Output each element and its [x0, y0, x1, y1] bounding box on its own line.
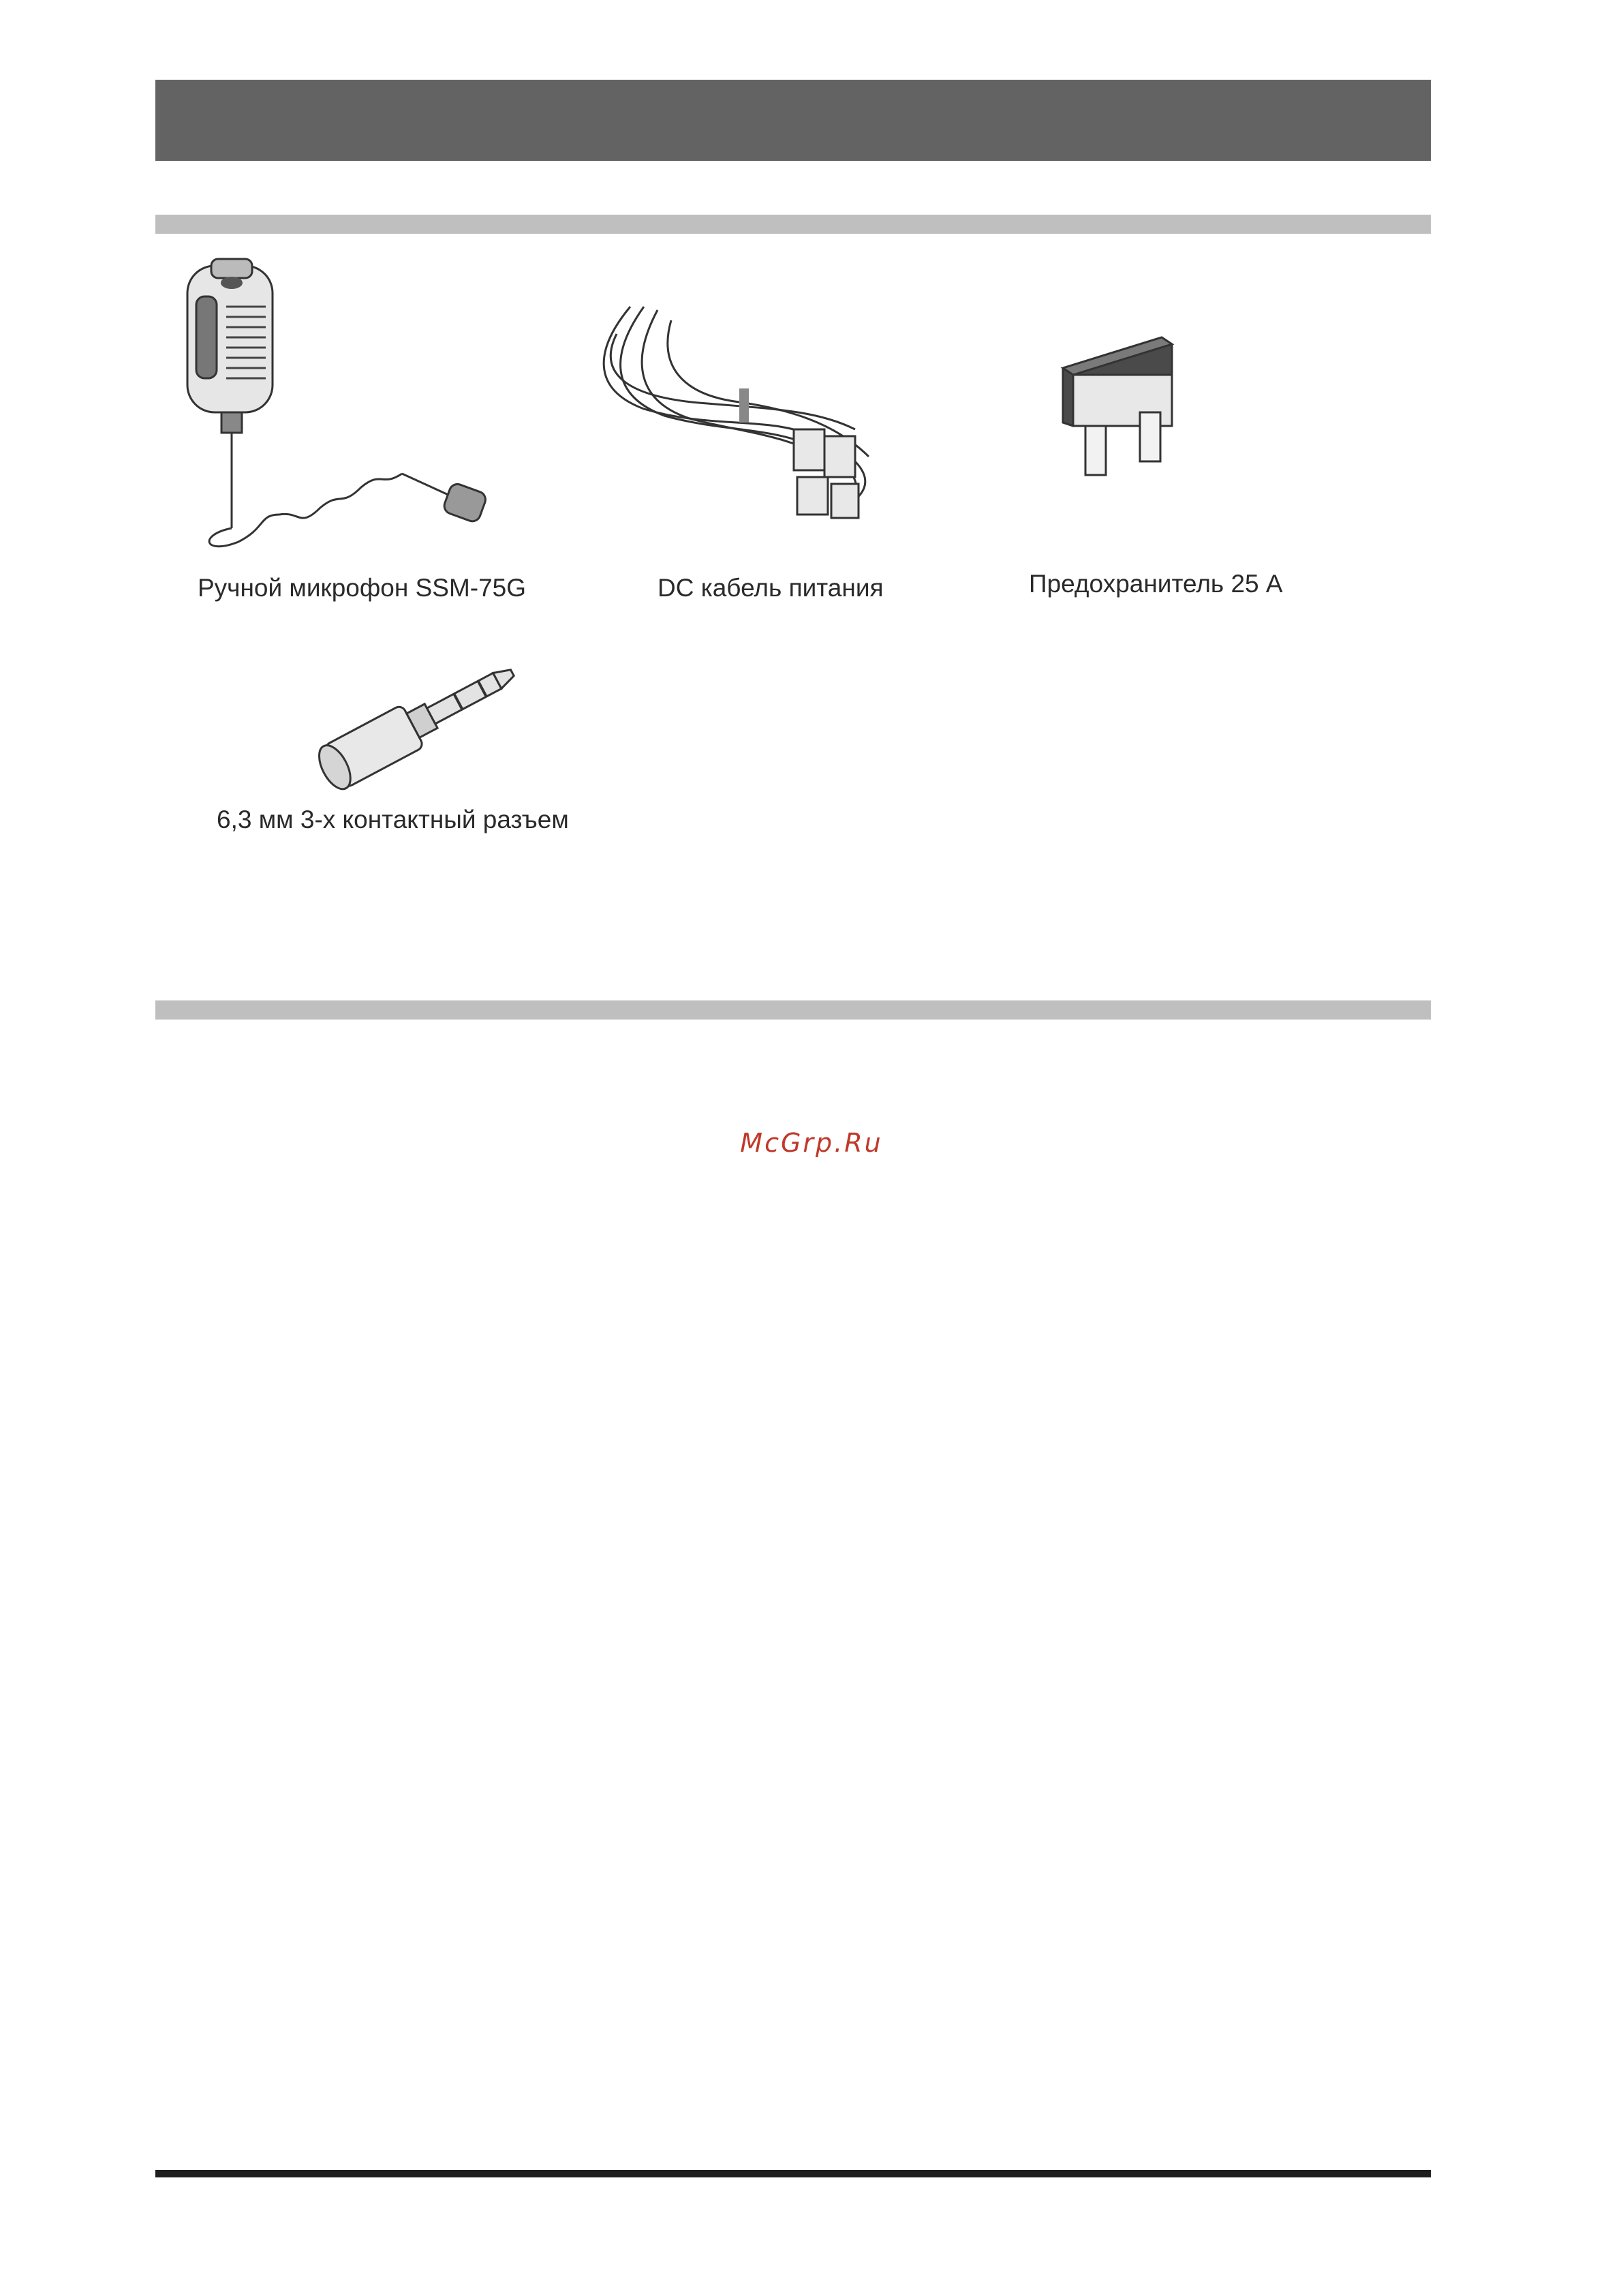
- dc-cable-caption: DC кабель питания: [658, 574, 884, 602]
- section-divider-top: [155, 215, 1431, 234]
- blade-fuse-icon: [1060, 331, 1182, 487]
- handheld-microphone-icon: [184, 256, 538, 569]
- plug-caption: 6,3 мм 3-х контактный разъем: [217, 806, 569, 833]
- footer-rule: [155, 2170, 1431, 2177]
- dc-power-cable-icon: [589, 293, 910, 538]
- phone-plug-icon: [303, 651, 535, 794]
- fuse-caption: Предохранитель 25 А: [1029, 570, 1283, 598]
- section-divider-bottom: [155, 1000, 1431, 1020]
- microphone-caption: Ручной микрофон SSM-75G: [198, 574, 527, 602]
- watermark: McGrp.Ru: [740, 1128, 883, 1158]
- header-bar: [155, 80, 1431, 161]
